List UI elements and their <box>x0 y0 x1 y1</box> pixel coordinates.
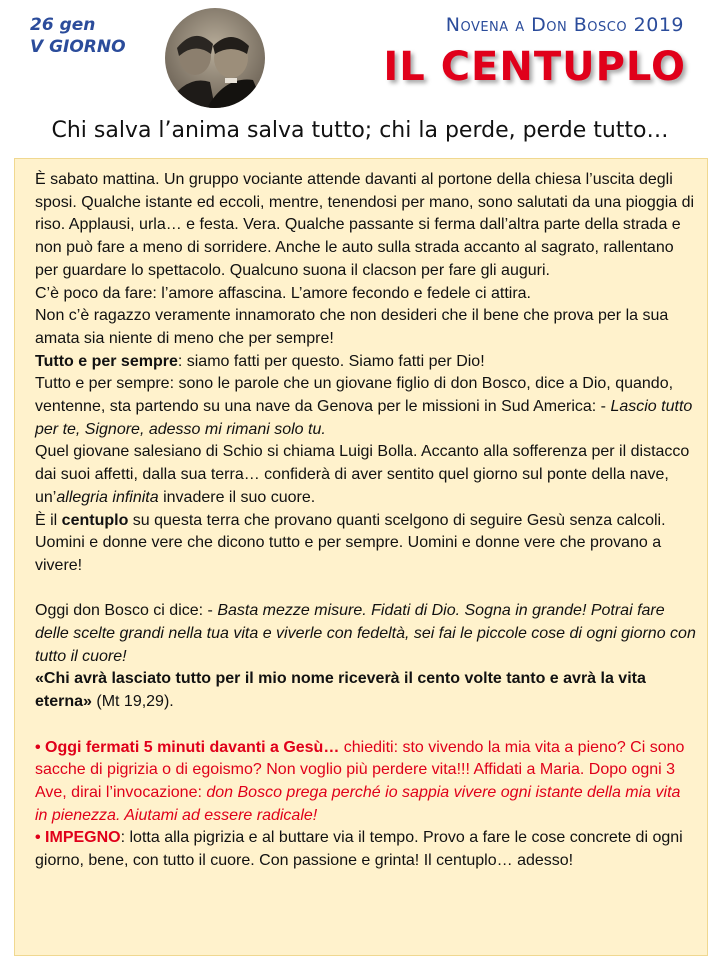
paragraph-2: C’è poco da fare: l’amore affascina. L’amore fecondo e fedele ci attira. <box>35 284 531 302</box>
spacer <box>35 714 697 737</box>
paragraph-7 <box>35 510 697 578</box>
text-span: su questa terra che provano quanti scelgono di seguire Gesù senza calcoli. Uomini e donne vere che dicono tutto e per sempre. Uomini e donne vere che provano a vivere! <box>35 511 666 574</box>
italic-quote: Basta mezze misure. Fidati di Dio. Sogna in grande! Potrai fare delle scelte grandi nella tua vita e viverle con fedeltà, sei fai le piccole cose di ogni giorno con tutto il cuore! <box>35 602 696 665</box>
text-span: Tutto e per sempre: sono le parole che un giovane figlio di don Bosco, dice a Dio, quando, ventenne, sta partendo su una nave da Genova per le missioni in Sud America: - <box>35 375 674 416</box>
text-span: invadere il suo cuore. <box>158 488 316 506</box>
subtitle: Chi salva l’anima salva tutto; chi la perde, perde tutto… <box>51 118 669 143</box>
paragraph-4 <box>35 351 697 374</box>
novena-heading: Novena a Don Bosco 2019 <box>445 14 684 36</box>
date-label <box>30 14 126 58</box>
spacer <box>35 578 697 601</box>
paragraph-11 <box>35 827 697 872</box>
text-span: Quel giovane salesiano di Schio si chiama Luigi Bolla. Accanto alla sofferenza per il distacco dai suoi affetti, dalla sua terra… confiderà di aver sentito quel giorno sul ponte della nave, un’ <box>35 443 690 506</box>
invocation: don Bosco prega perché io sappia vivere ogni istante della mia vita in pienezza. Aiutami ad essere radicale! <box>35 783 681 824</box>
bold-phrase: centuplo <box>61 511 129 529</box>
italic-phrase: allegria infinita <box>56 488 159 506</box>
photo-illustration <box>165 8 265 108</box>
text-span: È il <box>35 511 62 529</box>
paragraph-3: Non c’è ragazzo veramente innamorato che non desideri che il bene che prova per la sua amata sia niente di meno che per sempre! <box>35 307 669 347</box>
text-box <box>14 158 708 956</box>
paragraph-5 <box>35 373 697 441</box>
bold-phrase: Tutto e per sempre <box>35 352 178 370</box>
italic-quote: Lascio tutto per te, Signore, adesso mi rimani solo tu. <box>35 398 693 438</box>
paragraph-9 <box>35 668 697 713</box>
text-span: chiediti: sto vivendo la mia vita a pieno? Ci sono sacche di pigrizia o di egoismo? Non voglio più perdere vita!!! Affidati a Maria. Dopo ogni 3 Ave, dirai l’invocazione: <box>35 738 685 801</box>
paragraph-10 <box>35 737 697 828</box>
bible-quote: «Chi avrà lasciato tutto per il mio nome riceverà il cento volte tanto e avrà la vita eterna» <box>35 670 646 711</box>
citation: (Mt 19,29). <box>91 693 174 711</box>
text-span: : siamo fatti per questo. Siamo fatti per Dio! <box>177 352 485 370</box>
paragraph-1: È sabato mattina. Un gruppo vociante attende davanti al portone della chiesa l’uscita degli sposi. Qualche istante ed eccoli, mentre, tenendosi per mano, sono salutati da una pioggia di riso. Applausi, urla… e festa. Vera. Qualche passante si ferma dall’altra parte della strada e non può fare a meno di sorridere. Anche le auto sulla strada accanto al sagrato, rallentano per guardare lo spettacolo. Qualcuno suona il clacson per fare gli auguri. <box>35 171 695 279</box>
text-span: : lotta alla pigrizia e al buttare via il tempo. Provo a fare le cose concrete di ogni giorno, bene, con tutto il cuore. Con passione e grinta! Il centuplo… adesso! <box>35 829 683 870</box>
paragraph-8 <box>35 600 697 668</box>
paragraph-6 <box>35 441 697 509</box>
impegno-label: • IMPEGNO <box>35 829 121 847</box>
text-span: Oggi don Bosco ci dice: - <box>35 602 218 620</box>
date: 26 gen <box>30 15 96 35</box>
bold-phrase: • Oggi fermati 5 minuti davanti a Gesù… <box>35 738 340 756</box>
don-bosco-photo <box>165 8 265 108</box>
page-title: IL CENTUPLO <box>383 44 686 90</box>
day-label: V GIORNO <box>30 37 126 57</box>
